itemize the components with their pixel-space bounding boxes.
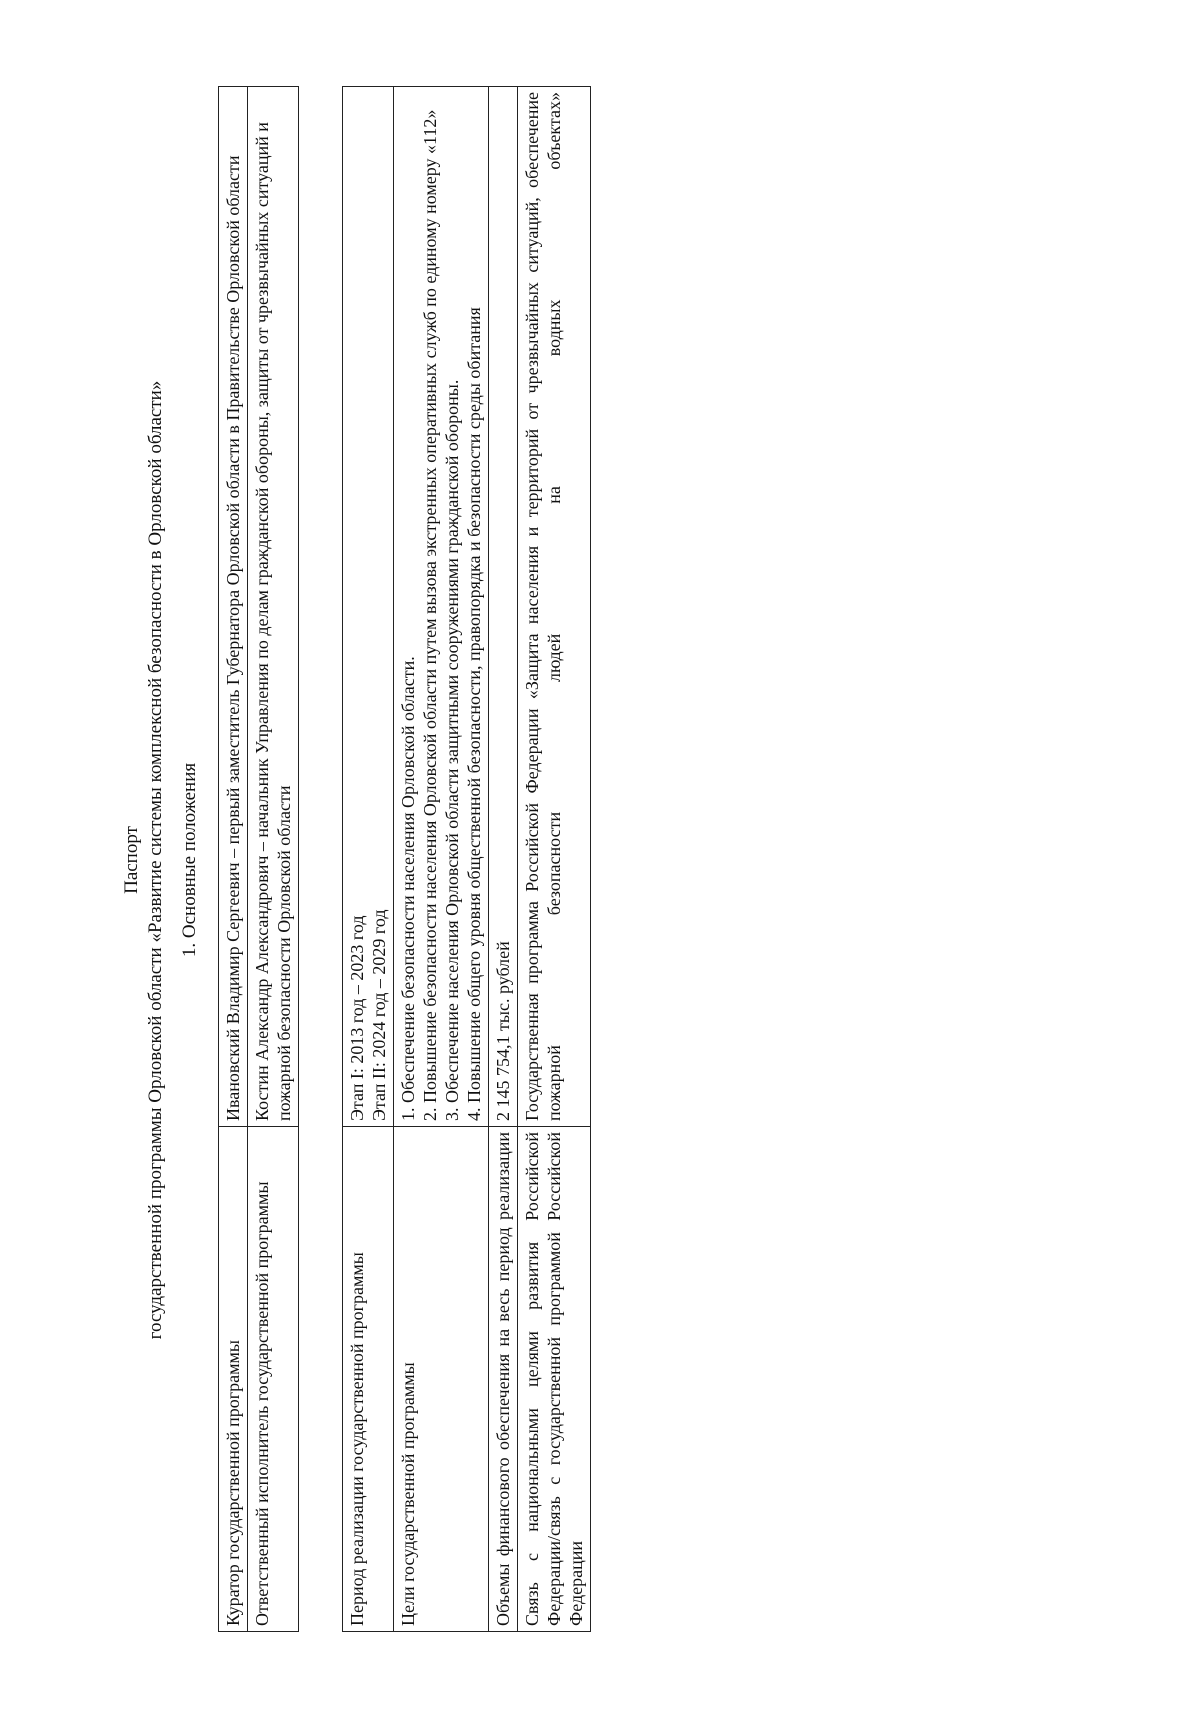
goal-item: 1. Обеспечение безопасности населения Орловской области. — [398, 656, 418, 1121]
curator-label: Куратор государственной программы — [219, 1127, 248, 1632]
period-stage-2: Этап II: 2024 год – 2029 год — [369, 909, 389, 1121]
period-label: Период реализации государственной программы — [343, 1127, 394, 1632]
funding-value: 2 145 754,1 тыс. рублей — [489, 87, 518, 1127]
table-row — [518, 87, 591, 1632]
program-details-table — [342, 86, 591, 1632]
national-goals-label: Связь с национальными целями развития Российской Федерации/связь с государственной программой Российской Федерации — [518, 1127, 591, 1632]
table-row — [219, 87, 248, 1632]
goal-item: 2. Повышение безопасности населения Орловской области путем вызова экстренных оперативных служб по единому номеру «112» — [420, 109, 440, 1121]
table-row — [343, 87, 394, 1632]
period-value — [343, 87, 394, 1127]
goal-item: 3. Обеспечение населения Орловской области защитными сооружениями гражданской обороны. — [442, 379, 462, 1121]
goals-value — [394, 87, 489, 1127]
funding-label: Объемы финансового обеспечения на весь период реализации — [489, 1127, 518, 1632]
executor-label: Ответственный исполнитель государственной программы — [248, 1127, 299, 1632]
national-goals-value: Государственная программа Российской Федерации «Защита населения и территорий от чрезвычайных ситуаций, обеспечение пожарной безопасности людей на водных объектах» — [518, 87, 591, 1127]
executor-value: Костин Александр Александрович – начальник Управления по делам гражданской обороны, защиты от чрезвычайных ситуаций и пожарной безопасности Орловской области — [248, 87, 299, 1127]
table-row — [248, 87, 299, 1632]
basic-info-table — [218, 86, 299, 1632]
document-title: Паспорт — [121, 826, 142, 894]
curator-value: Ивановский Владимир Сергеевич – первый заместитель Губернатора Орловской области в Правительстве Орловской области — [219, 87, 248, 1127]
goal-item: 4. Повышение общего уровня общественной безопасности, правопорядка и безопасности среды обитания — [464, 307, 484, 1121]
goals-label: Цели государственной программы — [394, 1127, 489, 1632]
section-heading: 1. Основные положения — [179, 762, 200, 958]
period-stage-1: Этап I: 2013 год – 2023 год — [347, 915, 367, 1121]
rotated-page — [110, 80, 1190, 1640]
document-subtitle: государственной программы Орловской области «Развитие системы комплексной безопасности в Орловской области» — [145, 380, 166, 1340]
table-row — [489, 87, 518, 1632]
table-row — [394, 87, 489, 1632]
